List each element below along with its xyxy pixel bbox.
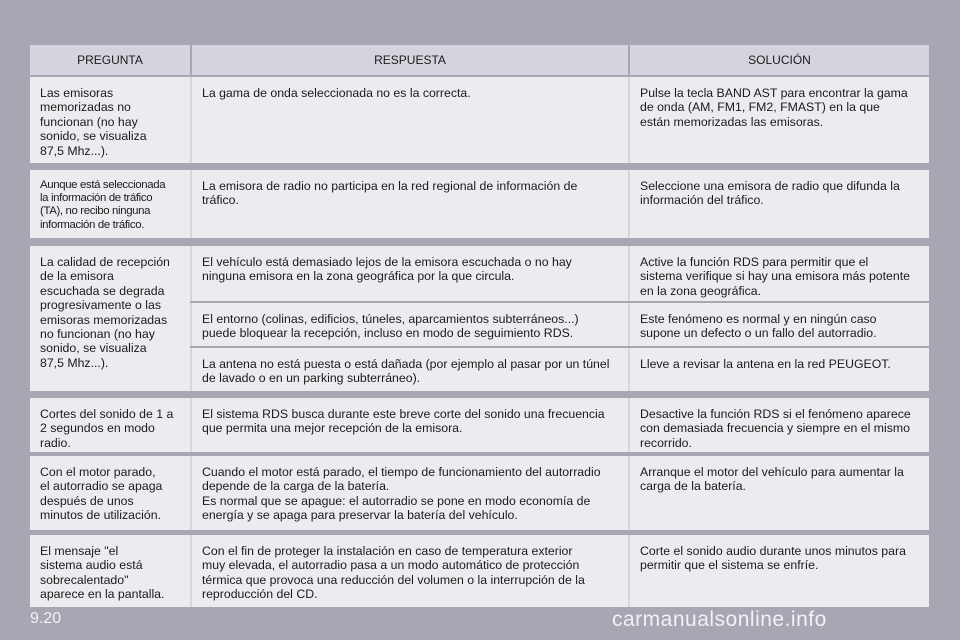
solution-cell: Lleve a revisar la antena en la red PEUGEOT. bbox=[628, 348, 929, 391]
answer-cell: El sistema RDS busca durante este breve corte del sonido una frecuencia que permita una mejor recepción de la emisora. bbox=[190, 398, 630, 452]
solution-cell: Arranque el motor del vehículo para aumentar la carga de la batería. bbox=[628, 456, 929, 530]
header-pregunta: PREGUNTA bbox=[30, 45, 190, 75]
question-cell: Las emisoras memorizadas no funcionan (no hay sonido, se visualiza 87,5 Mhz...). bbox=[30, 77, 190, 163]
solution-cell: Seleccione una emisora de radio que difunda la información del tráfico. bbox=[628, 170, 929, 238]
header-solucion: SOLUCIÓN bbox=[630, 45, 929, 75]
solution-cell: Desactive la función RDS si el fenómeno aparece con demasiada frecuencia y siempre en el mismo recorrido. bbox=[628, 398, 929, 452]
answer-cell: El entorno (colinas, edificios, túneles, aparcamientos subterráneos...) puede bloquear la recepción, incluso en modo de seguimiento RDS. bbox=[190, 303, 630, 346]
header-respuesta: RESPUESTA bbox=[192, 45, 628, 75]
answer-cell: La gama de onda seleccionada no es la correcta. bbox=[190, 77, 630, 163]
answer-cell: La emisora de radio no participa en la red regional de información de tráfico. bbox=[190, 170, 630, 238]
question-cell: El mensaje "el sistema audio está sobrecalentado" aparece en la pantalla. bbox=[30, 535, 190, 607]
solution-cell: Corte el sonido audio durante unos minutos para permitir que el sistema se enfríe. bbox=[628, 535, 929, 607]
question-cell: Con el motor parado, el autorradio se apaga después de unos minutos de utilización. bbox=[30, 456, 190, 530]
solution-cell: Active la función RDS para permitir que el sistema verifique si hay una emisora más potente en la zona geográfica. bbox=[628, 246, 929, 301]
answer-cell: Cuando el motor está parado, el tiempo de funcionamiento del autorradio depende de la carga de la batería. Es normal que se apague: el autorradio se pone en modo economía de energía y se apaga para preservar la batería del vehículo. bbox=[190, 456, 630, 530]
question-cell: Cortes del sonido de 1 a 2 segundos en modo radio. bbox=[30, 398, 190, 452]
solution-cell: Este fenómeno es normal y en ningún caso supone un defecto o un fallo del autorradio. bbox=[628, 303, 929, 346]
page-number: 9.20 bbox=[30, 610, 62, 627]
question-cell: Aunque está seleccionada la información de tráfico (TA), no recibo ninguna información de tráfico. bbox=[30, 170, 190, 238]
watermark: carmanualsonline.info bbox=[612, 608, 827, 631]
answer-cell: La antena no está puesta o está dañada (por ejemplo al pasar por un túnel de lavado o en un parking subterráneo). bbox=[190, 348, 630, 391]
answer-cell: El vehículo está demasiado lejos de la emisora escuchada o no hay ninguna emisora en la zona geográfica por la que circula. bbox=[190, 246, 630, 301]
solution-cell: Pulse la tecla BAND AST para encontrar la gama de onda (AM, FM1, FM2, FMAST) en la que están memorizadas las emisoras. bbox=[628, 77, 929, 163]
question-cell: La calidad de recepción de la emisora escuchada se degrada progresivamente o las emisoras memorizadas no funcionan (no hay sonido, se visualiza 87,5 Mhz...). bbox=[30, 246, 190, 391]
answer-cell: Con el fin de proteger la instalación en caso de temperatura exterior muy elevada, el autorradio pasa a un modo automático de protección térmica que provoca una reducción del volumen o la interrupción de la reproducción del CD. bbox=[190, 535, 630, 607]
